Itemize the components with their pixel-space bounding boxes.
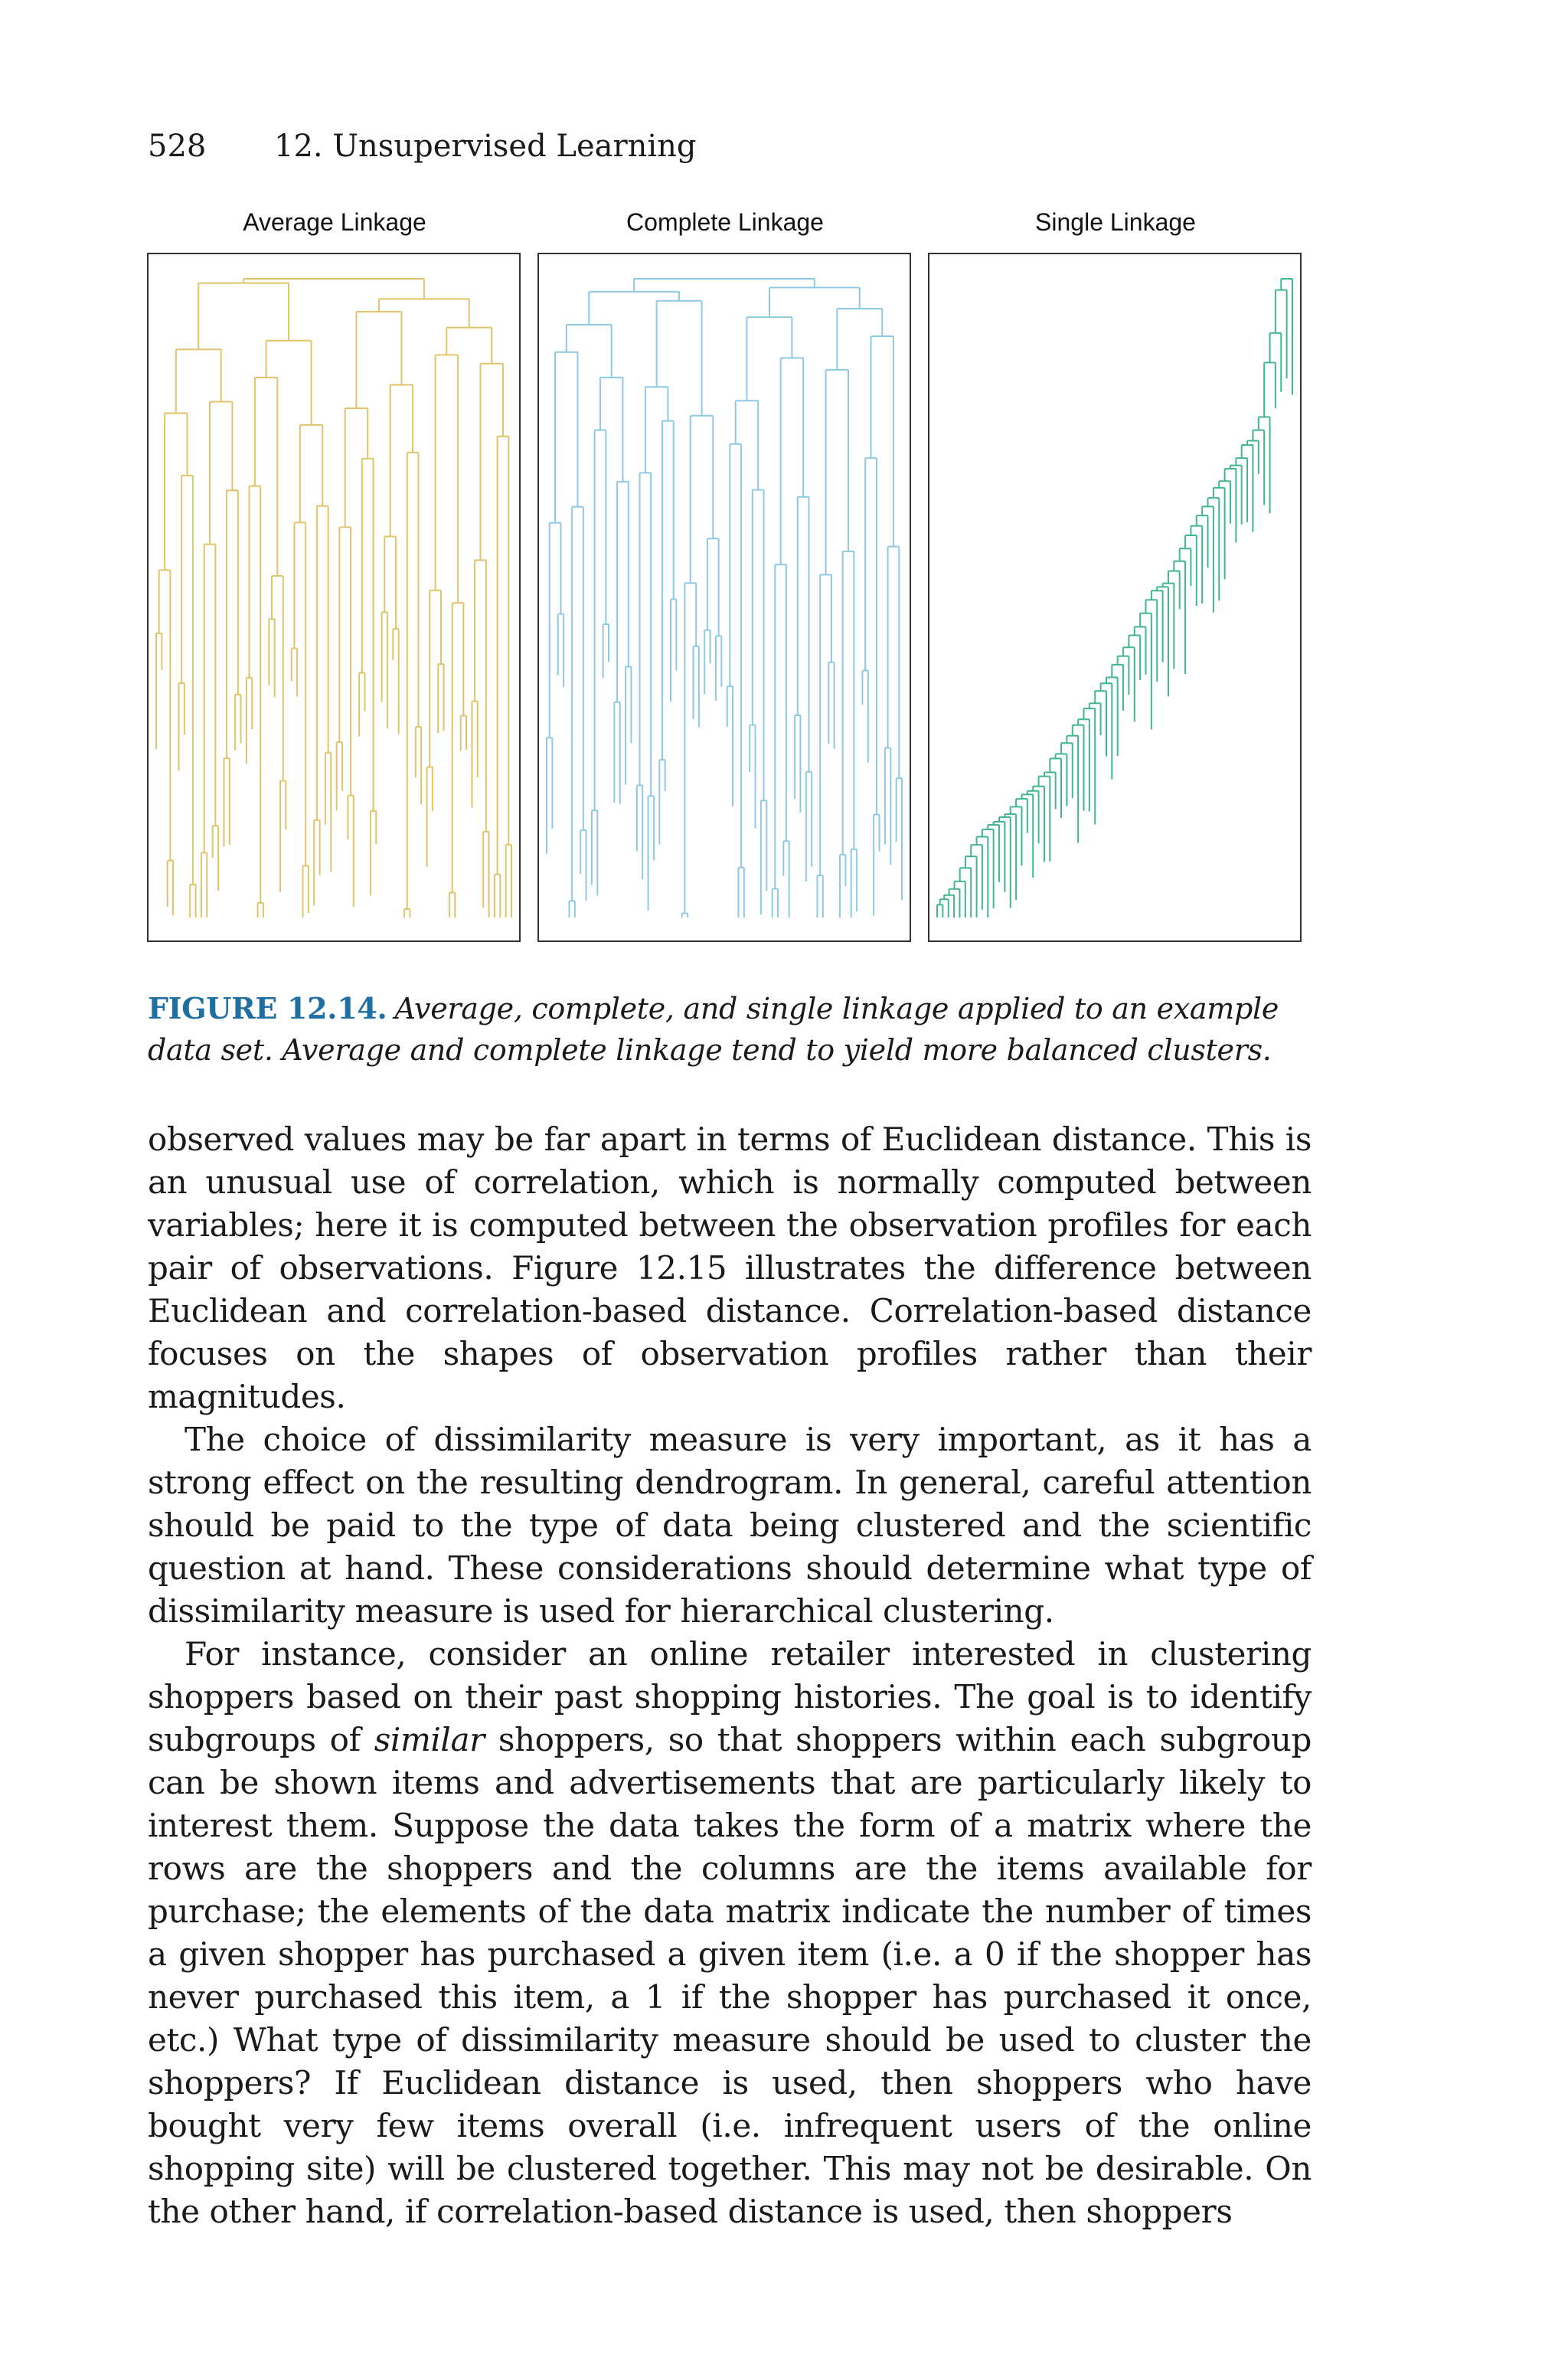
panel-title-single: Single Linkage [1035,208,1196,236]
body-text [148,1118,1312,2233]
dendrogram-complete-panel [537,253,911,942]
dendrogram-complete [539,254,910,940]
paragraph-3 [148,1633,1312,2233]
caption-label: FIGURE 12.14. [148,991,387,1025]
chapter-title: 12. Unsupervised Learning [274,129,697,164]
page-number: 528 [148,129,207,164]
paragraph-3-part-b: shoppers, so that shoppers within each subgroup can be shown items and advertisements that are particularly likely to interest them. Suppose the data takes the form of a matrix where the rows are the shoppers and the columns are the items available for purchase; the elements of the data matrix indicate the number of times a given shopper has purchased a given item (i.e. a 0 if the shopper has never purchased this item, a 1 if the shopper has purchased it once, etc.) What type of dissimilarity measure should be used to cluster the shoppers? If Euclidean distance is used, then shoppers who have bought very few items overall (i.e. infrequent users of the online shopping site) will be clustered together. This may not be desirable. On the other hand, if correlation-based distance is used, then shoppers [148,1721,1312,2230]
figure-dendrograms [147,199,1311,950]
caption-text: Average, complete, and single linkage applied to an example data set. Average and complete linkage tend to yield more balanced clusters. [148,992,1279,1067]
running-header [148,129,697,164]
paragraph-3-emphasis: similar [374,1721,485,1758]
dendrogram-average [149,254,519,940]
panel-title-average: Average Linkage [243,208,426,236]
dendrogram-single [929,254,1300,940]
paragraph-2: The choice of dissimilarity measure is very important, as it has a strong effect on the resulting dendrogram. In general, careful attention should be paid to the type of data being clustered and the scientific question at hand. These considerations should determine what type of dissimilarity measure is used for hierarchical clustering. [148,1421,1312,1630]
dendrogram-average-panel [147,253,521,942]
paragraph-3-part-a: For instance, consider an online retailer interested in clustering shoppers based on their past shopping histories. The goal is to identify subgroups of [148,1635,1312,1758]
figure-caption [148,988,1312,1071]
panel-title-complete: Complete Linkage [626,208,824,236]
dendrogram-single-panel [928,253,1302,942]
paragraph-1: observed values may be far apart in terms of Euclidean distance. This is an unusual use of correlation, which is normally computed between variables; here it is computed between the observation profiles for each pair of observations. Figure 12.15 illustrates the difference between Euclidean and correlation-based distance. Correlation-based distance focuses on the shapes of observation profiles rather than their magnitudes. [148,1120,1312,1415]
